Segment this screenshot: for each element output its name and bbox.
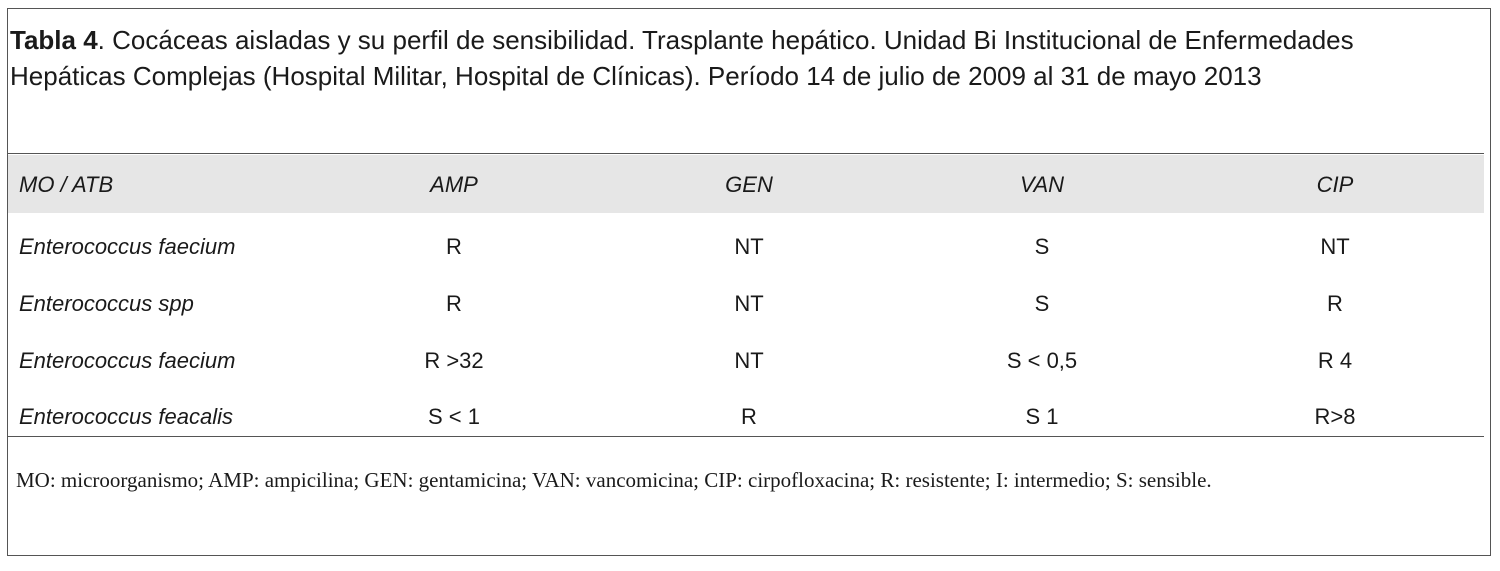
table-row: Enterococcus spp R NT S R — [8, 284, 1484, 324]
organism-cell: Enterococcus faecium — [19, 348, 236, 373]
top-rule — [8, 153, 1484, 154]
table-row: Enterococcus feacalis S < 1 R S 1 R>8 — [8, 397, 1484, 437]
table-header-row: MO / ATB AMP GEN VAN CIP — [8, 165, 1484, 205]
header-mo-atb: MO / ATB — [19, 172, 114, 197]
bottom-rule — [8, 436, 1484, 437]
organism-cell: Enterococcus spp — [19, 291, 194, 316]
table-caption — [10, 22, 1450, 94]
organism-cell: Enterococcus faecium — [19, 234, 236, 259]
table-row: Enterococcus faecium R >32 NT S < 0,5 R 4 — [8, 341, 1484, 381]
table-label: Tabla 4 — [10, 25, 98, 55]
organism-cell: Enterococcus feacalis — [19, 404, 233, 429]
table-footnote: MO: microorganismo; AMP: ampicilina; GEN: gentamicina; VAN: vancomicina; CIP: cirpofloxacina; R: resistente; I: intermedio; S: sensible. — [16, 468, 1212, 492]
table-row: Enterococcus faecium R NT S NT — [8, 227, 1484, 267]
caption-text: . Cocáceas aisladas y su perfil de sensibilidad. Trasplante hepático. Unidad Bi Institucional de Enfermedades Hepáticas Complejas (Hospital Militar, Hospital de Clínicas). Período 14 de julio de 2009 al 31 de mayo 2013 — [10, 25, 1354, 91]
